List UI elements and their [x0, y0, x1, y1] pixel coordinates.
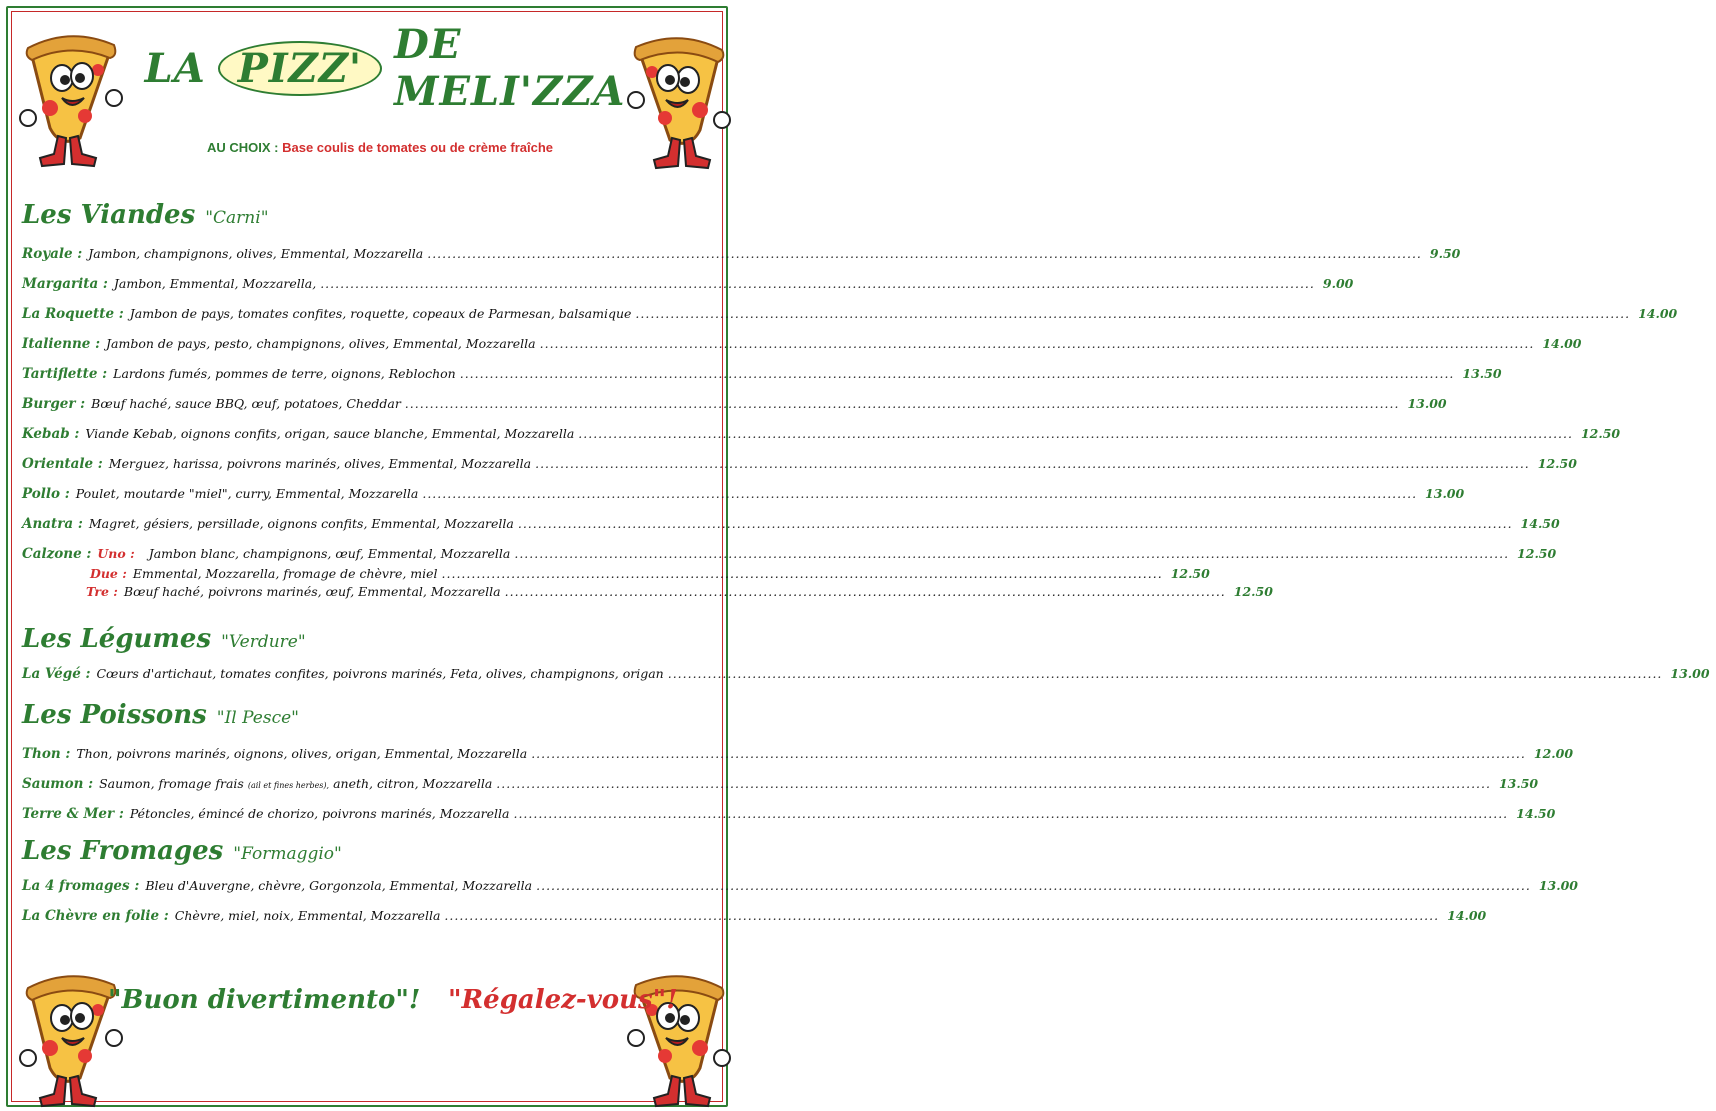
item-name: Thon :: [22, 746, 71, 762]
menu-item-pollo: [22, 486, 1465, 508]
item-desc: Thon, poivrons marinés, oignons, olives, origan, Emmental, Mozzarella: [76, 746, 528, 761]
item-price: 14.50: [1520, 516, 1560, 531]
leader-dots: [427, 246, 1422, 261]
section-title: Les Légumes: [22, 624, 212, 654]
item-desc: Bœuf haché, poivrons marinés, œuf, Emmental, Mozzarella: [123, 584, 501, 599]
leader-dots: .................................................................................................................................................: [504, 584, 1226, 599]
leader-dots: [536, 878, 1531, 893]
menu-item-margarita: [22, 276, 1354, 298]
leader-dots: [422, 486, 1417, 501]
section-title: Les Poissons: [22, 700, 207, 730]
title-oval: PIZZ': [218, 41, 382, 96]
leader-dots: [535, 456, 1530, 471]
item-desc: Jambon blanc, champignons, œuf, Emmental, Mozzarella: [148, 546, 511, 561]
menu-item-saumon: [22, 776, 1539, 798]
title-right: DE MELI'ZZA: [394, 21, 626, 115]
menu-item-4-fromages: [22, 878, 1578, 900]
item-desc: Pétoncles, émincé de chorizo, poivrons marinés, Mozzarella: [129, 806, 510, 821]
menu-item-burger: [22, 396, 1447, 418]
leader-dots: [444, 908, 1439, 923]
calzone-tre-label: Tre :: [86, 584, 118, 599]
item-price: 12.50: [1517, 546, 1557, 561]
calzone-due-label: Due :: [90, 566, 127, 581]
slogan-buon-divertimento: "Buon divertimento"!: [108, 985, 421, 1015]
choice-line: [100, 140, 660, 155]
item-name: La Roquette :: [22, 306, 124, 322]
item-price: 13.50: [1462, 366, 1502, 381]
item-price: 12.50: [1537, 456, 1577, 471]
leader-dots: [320, 276, 1315, 291]
item-desc: aneth, citron, Mozzarella: [333, 776, 493, 791]
item-desc: Merguez, harissa, poivrons marinés, olives, Emmental, Mozzarella: [108, 456, 532, 471]
section-legumes: [22, 624, 306, 654]
item-desc: Saumon, fromage frais: [99, 776, 244, 791]
choice-label: AU CHOIX :: [206, 140, 279, 155]
item-name: Orientale :: [22, 456, 103, 472]
menu-item-kebab: [22, 426, 1621, 448]
menu-item-thon: [22, 746, 1574, 768]
choice-text: Base coulis de tomates ou de crème fraîche: [282, 140, 554, 155]
leader-dots: [514, 546, 1509, 561]
item-name: Burger :: [22, 396, 86, 412]
item-price: 13.00: [1425, 486, 1465, 501]
menu-item-anatra: [22, 516, 1560, 538]
leader-dots: [518, 516, 1513, 531]
menu-item-royale: [22, 246, 1461, 268]
item-name: Royale :: [22, 246, 83, 262]
menu-item-la-roquette: [22, 306, 1678, 328]
menu-item-calzone-tre: [22, 584, 1273, 604]
item-name: Calzone :: [22, 546, 92, 562]
item-name: Terre & Mer :: [22, 806, 124, 822]
leader-dots: .................................................................................................................................................: [441, 566, 1163, 581]
menu-item-la-vege: [22, 666, 1710, 688]
section-subtitle: "Carni": [205, 208, 269, 228]
item-price: 9.50: [1429, 246, 1461, 261]
item-price: 9.00: [1322, 276, 1354, 291]
item-desc: Bleu d'Auvergne, chèvre, Gorgonzola, Emmental, Mozzarella: [145, 878, 533, 893]
section-subtitle: "Il Pesce": [216, 708, 299, 728]
section-title: Les Fromages: [22, 836, 224, 866]
item-desc: Poulet, moutarde "miel", curry, Emmental, Mozzarella: [75, 486, 419, 501]
item-price: 13.00: [1538, 878, 1578, 893]
item-name: La Végé :: [22, 666, 91, 682]
item-desc: Bœuf haché, sauce BBQ, œuf, potatoes, Cheddar: [91, 396, 401, 411]
item-name: Tartiflette :: [22, 366, 108, 382]
menu-item-orientale: [22, 456, 1577, 478]
item-price: 12.50: [1580, 426, 1621, 441]
item-name: La 4 fromages :: [22, 878, 140, 894]
item-desc: Jambon, champignons, olives, Emmental, Mozzarella: [88, 246, 424, 261]
item-desc: Magret, gésiers, persillade, oignons confits, Emmental, Mozzarella: [88, 516, 514, 531]
section-subtitle: "Formaggio": [233, 844, 342, 864]
item-price: 13.00: [1670, 666, 1710, 681]
item-name: Saumon :: [22, 776, 94, 792]
item-price: 14.50: [1516, 806, 1556, 821]
item-price: 12.50: [1170, 566, 1210, 581]
section-subtitle: "Verdure": [221, 632, 306, 652]
item-desc: Emmental, Mozzarella, fromage de chèvre, miel: [132, 566, 438, 581]
menu-title: [144, 21, 626, 115]
section-fromages: [22, 836, 342, 866]
item-price: 12.50: [1233, 584, 1273, 599]
menu-item-chevre-en-folie: [22, 908, 1487, 930]
leader-dots: [460, 366, 1455, 381]
item-price: 14.00: [1542, 336, 1582, 351]
menu-item-calzone-due: [22, 566, 1210, 586]
section-title: Les Viandes: [22, 200, 196, 230]
menu-item-terre-et-mer: [22, 806, 1556, 828]
item-desc: Jambon, Emmental, Mozzarella,: [113, 276, 317, 291]
item-name: La Chèvre en folie :: [22, 908, 169, 924]
item-desc-note: (ail et fines herbes),: [247, 781, 330, 790]
section-poissons: [22, 700, 299, 730]
item-name: Kebab :: [22, 426, 80, 442]
leader-dots: [668, 666, 1663, 681]
leader-dots: [513, 806, 1508, 821]
item-desc: Cœurs d'artichaut, tomates confites, poivrons marinés, Feta, olives, champignons, origan: [96, 666, 664, 681]
menu-item-tartiflette: [22, 366, 1502, 388]
item-desc: Jambon de pays, pesto, champignons, olives, Emmental, Mozzarella: [106, 336, 536, 351]
menu-item-calzone-uno: [22, 546, 1557, 568]
item-desc: Jambon de pays, tomates confites, roquette, copeaux de Parmesan, balsamique: [129, 306, 632, 321]
item-name: Margarita :: [22, 276, 108, 292]
item-name: Anatra :: [22, 516, 83, 532]
item-desc: Viande Kebab, oignons confits, origan, sauce blanche, Emmental, Mozzarella: [85, 426, 575, 441]
leader-dots: [496, 776, 1491, 791]
section-viandes: [22, 200, 269, 230]
leader-dots: [405, 396, 1400, 411]
slogan-regalez-vous: "Régalez-vous"!: [448, 985, 678, 1015]
title-left: LA: [144, 44, 206, 92]
item-price: 12.00: [1533, 746, 1574, 761]
leader-dots: [635, 306, 1630, 321]
item-name: Pollo :: [22, 486, 70, 502]
item-desc: Lardons fumés, pommes de terre, oignons, Reblochon: [113, 366, 456, 381]
item-name: Italienne :: [22, 336, 101, 352]
calzone-uno-label: Uno :: [97, 546, 135, 561]
item-price: 14.00: [1447, 908, 1487, 923]
menu-item-italienne: [22, 336, 1582, 358]
item-desc: Chèvre, miel, noix, Emmental, Mozzarella: [174, 908, 441, 923]
item-price: 13.50: [1498, 776, 1539, 791]
item-price: 13.00: [1407, 396, 1447, 411]
item-price: 14.00: [1638, 306, 1678, 321]
leader-dots: [540, 336, 1535, 351]
leader-dots: [531, 746, 1526, 761]
leader-dots: [578, 426, 1573, 441]
